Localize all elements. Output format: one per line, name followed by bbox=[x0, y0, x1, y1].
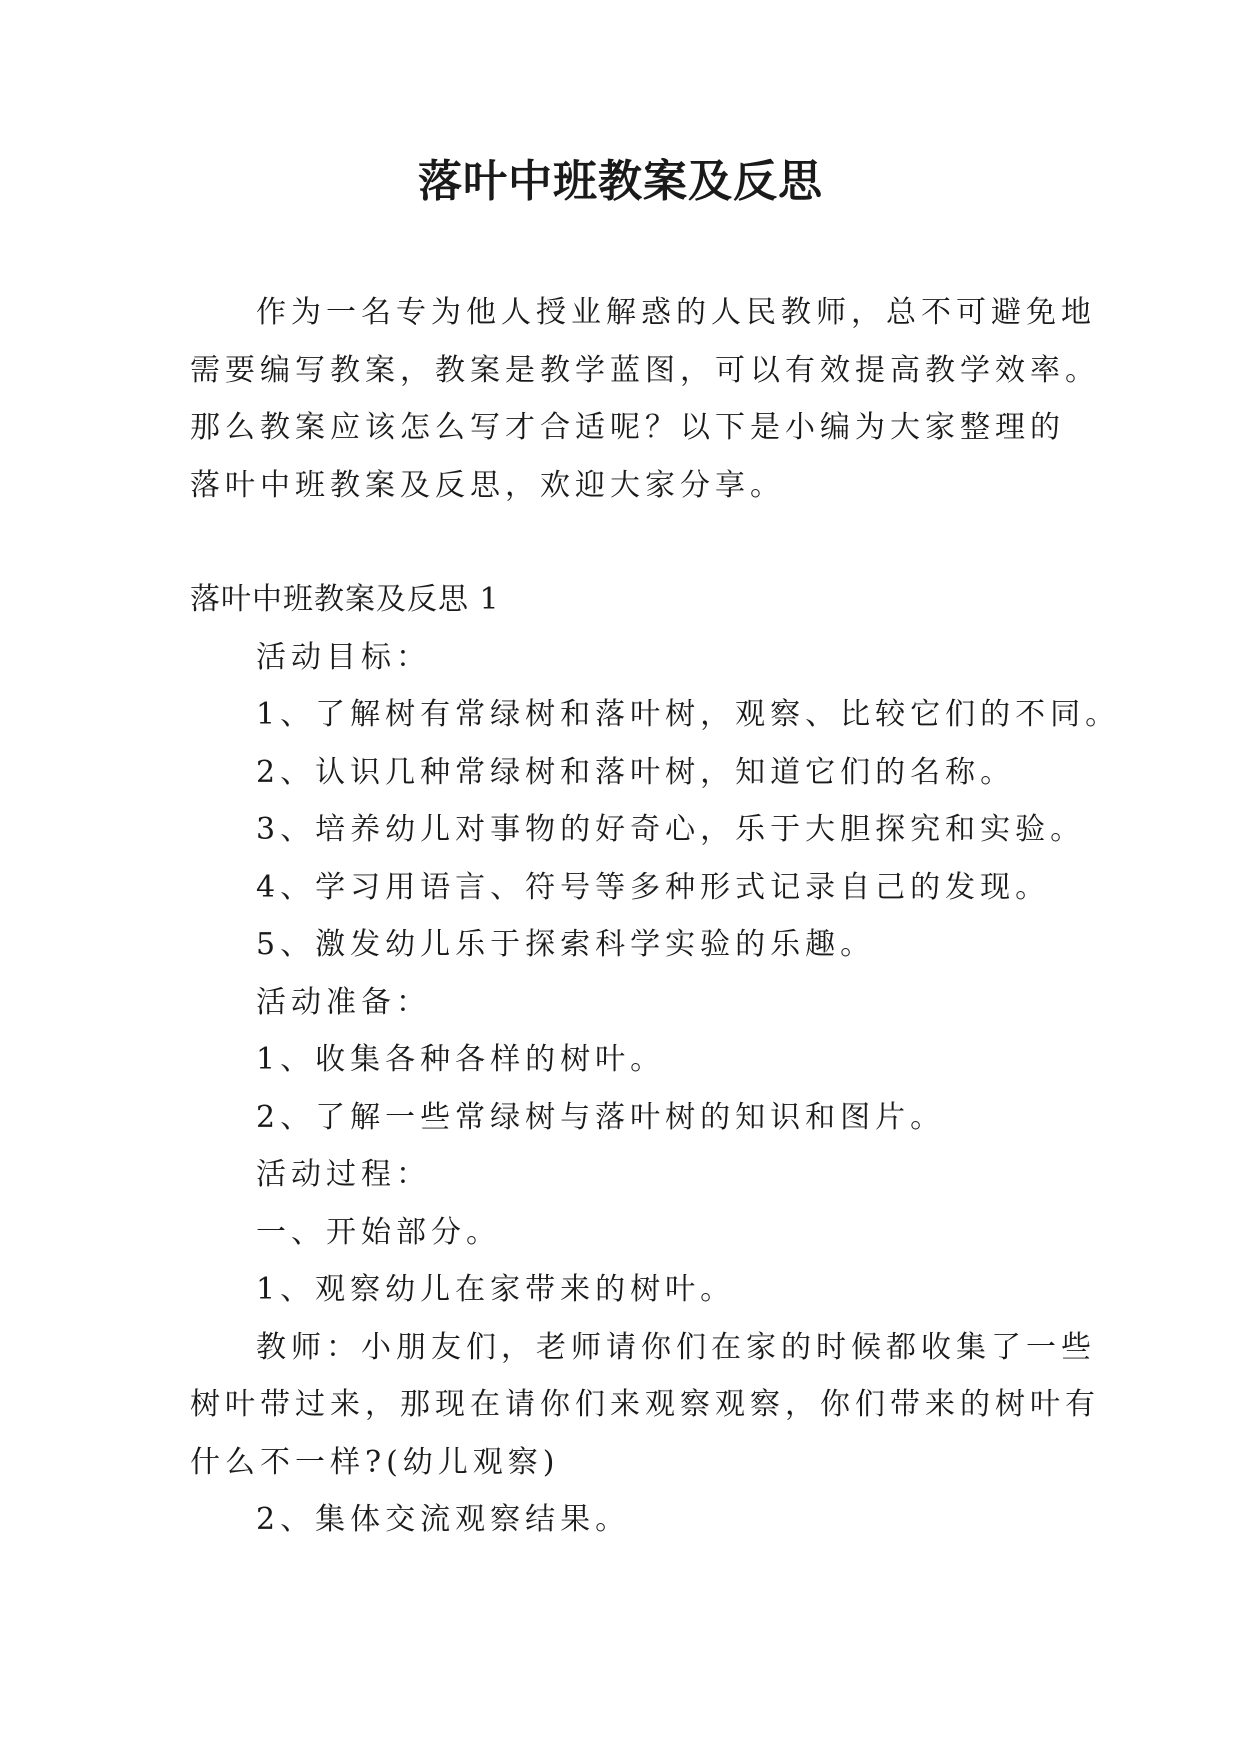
paragraph-gap bbox=[190, 514, 1070, 571]
page-title: 落叶中班教案及反思 bbox=[418, 156, 823, 207]
intro-line: 需要编写教案，教案是教学蓝图，可以有效提高教学效率。 bbox=[190, 352, 1100, 388]
intro-line: 那么教案应该怎么写才合适呢？以下是小编为大家整理的 bbox=[190, 410, 1065, 445]
goal-item: 3、培养幼儿对事物的好奇心，乐于大胆探究和实验。 bbox=[256, 812, 1086, 847]
goal-item: 1、了解树有常绿树和落叶树，观察、比较它们的不同。 bbox=[256, 697, 1121, 732]
teacher-line: 教师：小朋友们，老师请你们在家的时候都收集了一些 bbox=[256, 1329, 1096, 1365]
teacher-line: 什么不一样?(幼儿观察) bbox=[190, 1444, 560, 1480]
goal-item: 5、激发幼儿乐于探索科学实验的乐趣。 bbox=[256, 927, 876, 962]
process-heading: 活动过程： bbox=[256, 1157, 431, 1192]
goals-heading: 活动目标： bbox=[256, 639, 431, 675]
section-heading: 落叶中班教案及反思 1 bbox=[190, 582, 500, 617]
process-step: 1、观察幼儿在家带来的树叶。 bbox=[256, 1272, 736, 1307]
prep-heading: 活动准备： bbox=[256, 984, 431, 1020]
intro-line: 落叶中班教案及反思，欢迎大家分享。 bbox=[190, 467, 785, 503]
goal-item: 4、学习用语言、符号等多种形式记录自己的发现。 bbox=[256, 869, 1051, 905]
document-body bbox=[190, 284, 1121, 1549]
teacher-line: 树叶带过来，那现在请你们来观察观察，你们带来的树叶有 bbox=[190, 1387, 1100, 1422]
process-step: 2、集体交流观察结果。 bbox=[256, 1502, 631, 1537]
process-part: 一、开始部分。 bbox=[256, 1214, 501, 1250]
prep-item: 1、收集各种各样的树叶。 bbox=[256, 1042, 666, 1077]
intro-line: 作为一名专为他人授业解惑的人民教师，总不可避免地 bbox=[256, 295, 1096, 330]
goal-item: 2、认识几种常绿树和落叶树，知道它们的名称。 bbox=[256, 754, 1016, 790]
prep-item: 2、了解一些常绿树与落叶树的知识和图片。 bbox=[256, 1099, 946, 1135]
